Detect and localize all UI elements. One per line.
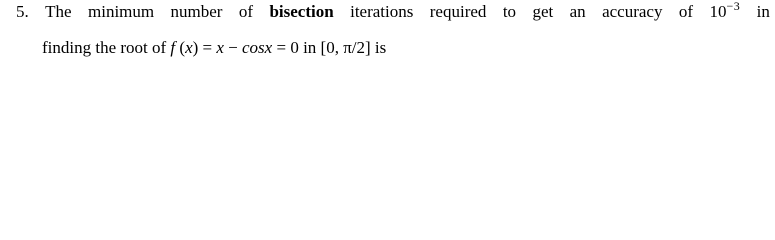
word-number: number (170, 2, 223, 21)
close-paren-equals: ) = (192, 38, 217, 57)
bold-term-bisection: bisection (269, 2, 334, 21)
power-exponent: −3 (726, 0, 741, 13)
variable-x-2: x (216, 38, 224, 57)
cos-term: cosx (242, 38, 273, 57)
open-paren: ( (175, 38, 186, 57)
question-line-2 (42, 38, 386, 58)
variable-x: x (185, 38, 193, 57)
function-name: f (170, 38, 176, 57)
word-the: The (45, 2, 72, 21)
accuracy-power (709, 2, 740, 23)
word-get: get (532, 2, 554, 21)
word-an: an (569, 2, 586, 21)
word-required: required (429, 2, 487, 21)
question-line-1 (16, 2, 770, 23)
minus-sign: − (223, 38, 243, 57)
line2-prefix: finding the root of (42, 38, 171, 57)
word-in: in (756, 2, 770, 21)
word-of-2: of (678, 2, 694, 21)
power-base: 10 (709, 2, 727, 21)
word-minimum: minimum (88, 2, 155, 21)
question-number: 5. (16, 2, 29, 21)
word-of: of (238, 2, 254, 21)
word-accuracy: accuracy (602, 2, 663, 21)
word-iterations: iterations (350, 2, 414, 21)
question-block (0, 0, 775, 65)
word-to: to (502, 2, 517, 21)
line2-rest: = 0 in [0, π/2] is (272, 38, 387, 57)
